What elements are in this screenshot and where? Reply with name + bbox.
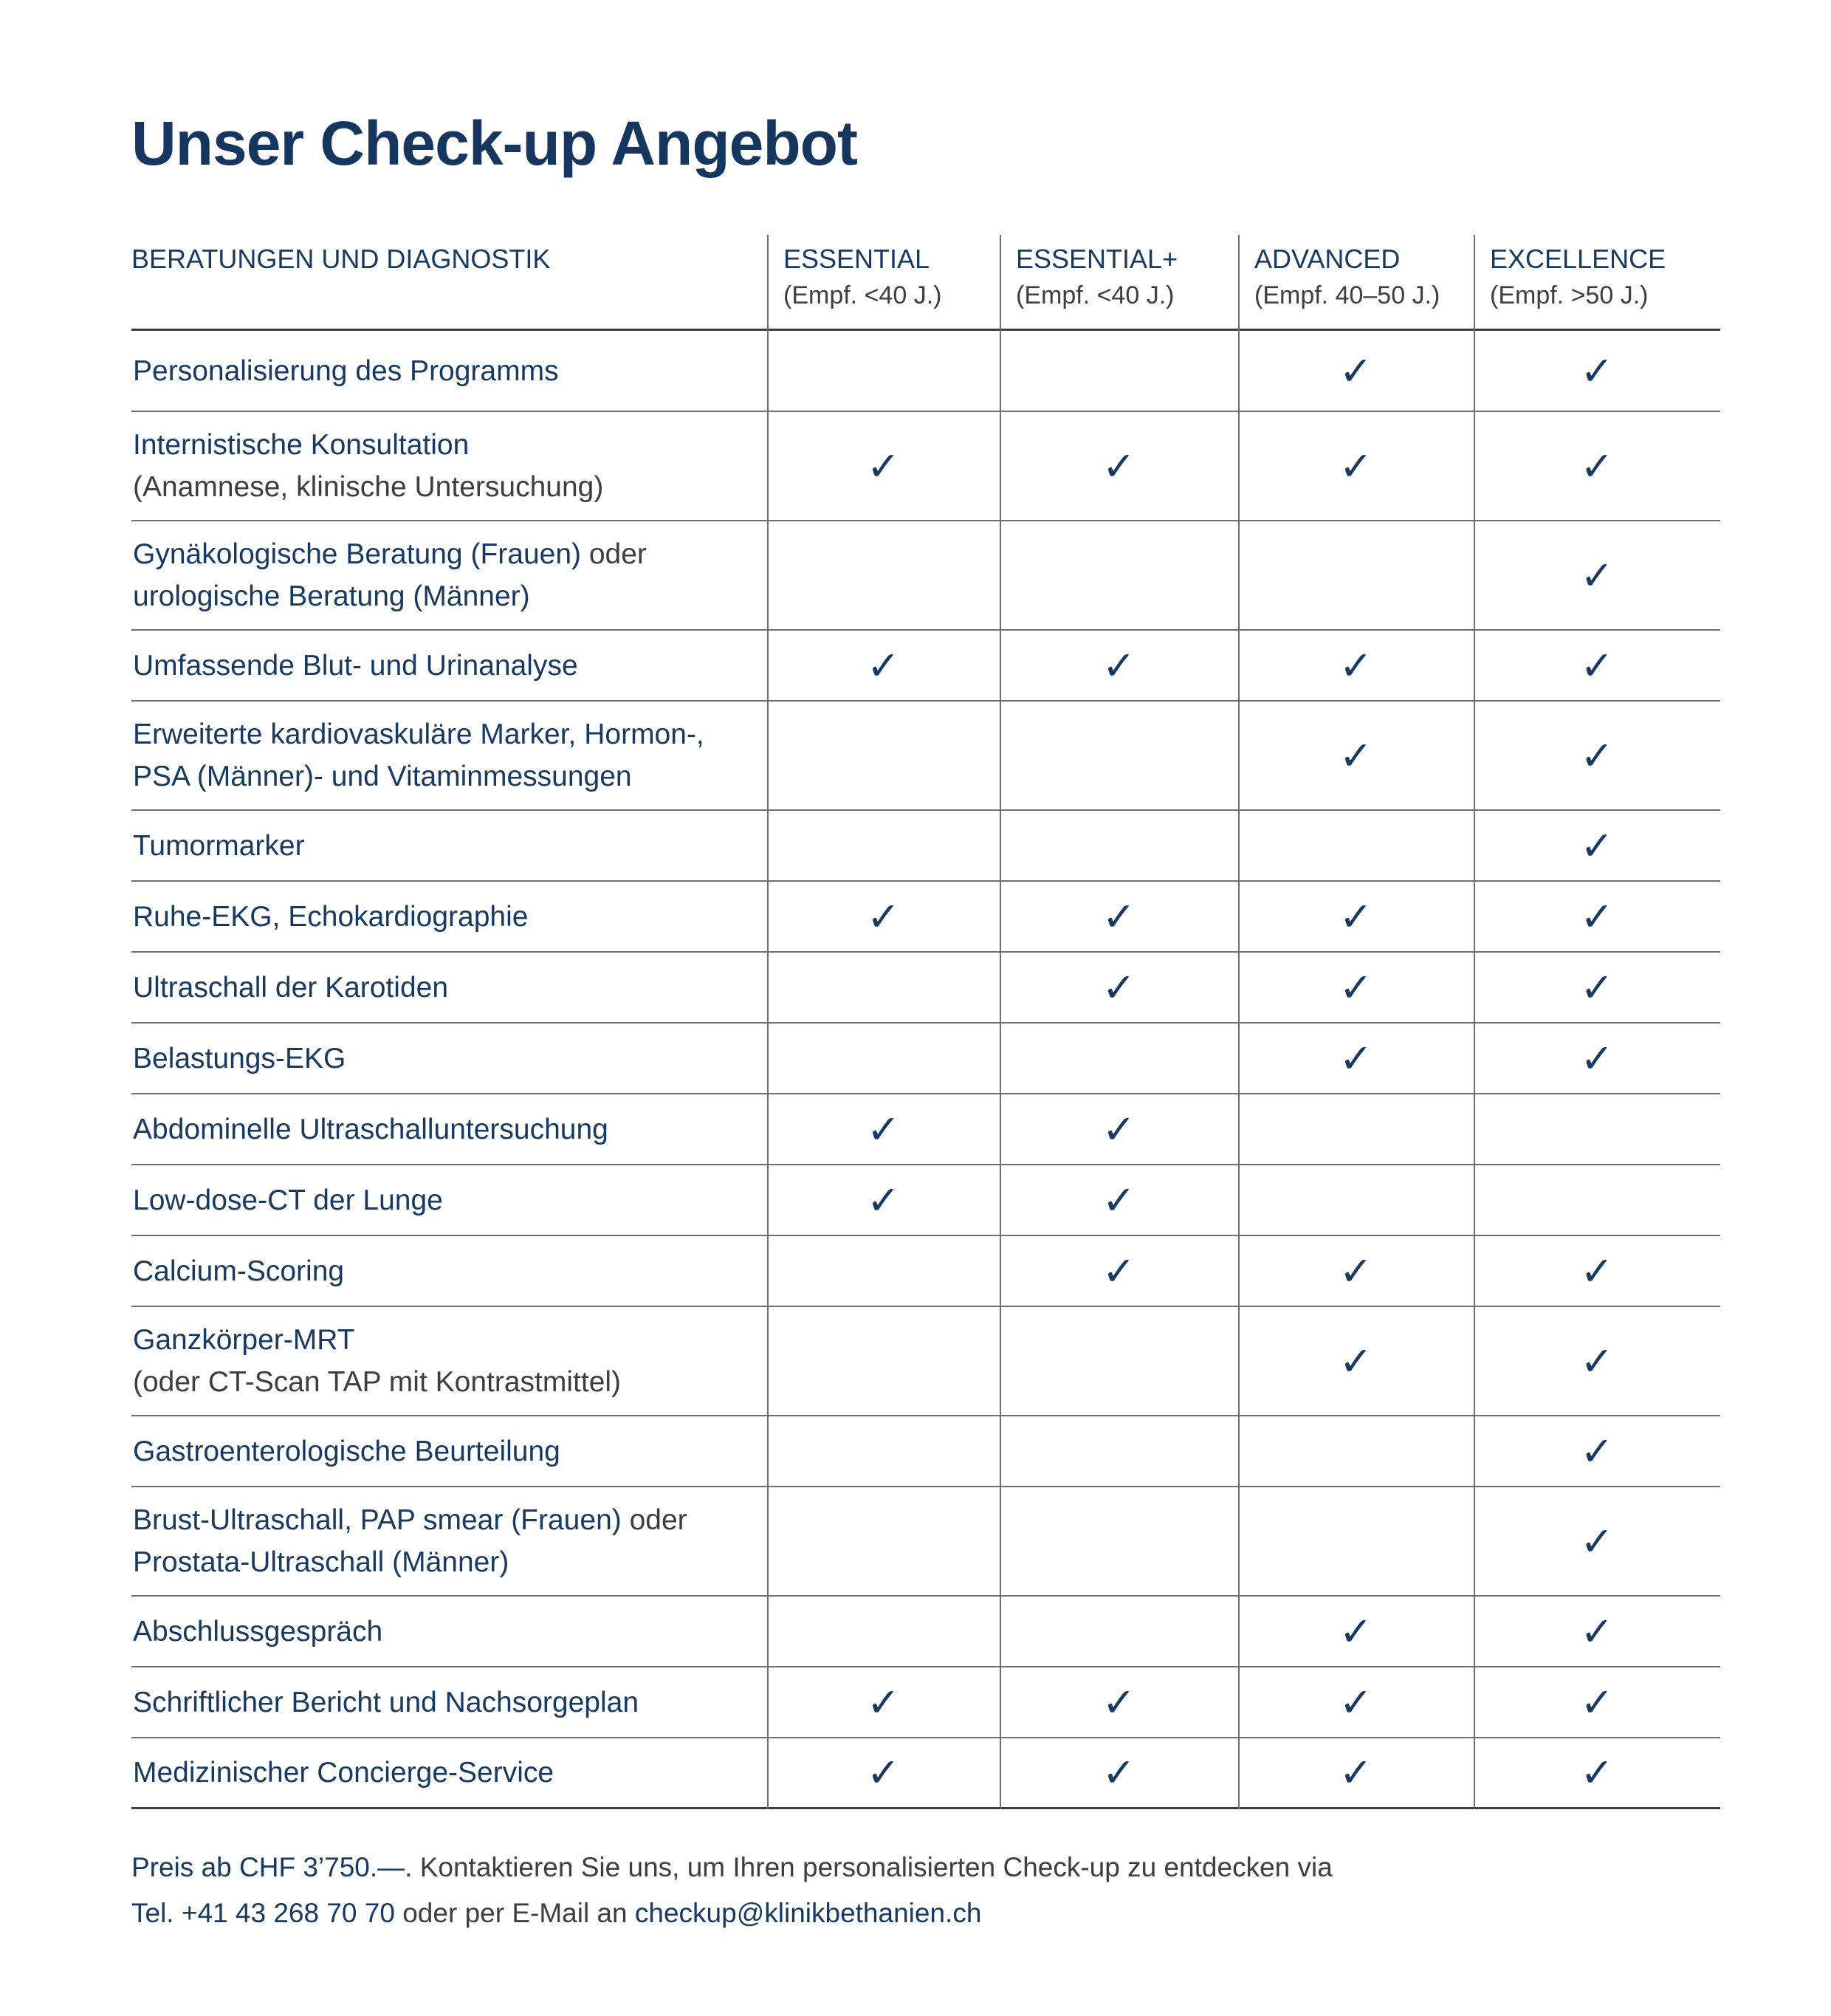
check-cell: ✓: [1339, 642, 1373, 689]
check-cell: ✓: [1580, 1337, 1614, 1385]
row-label: Tumormarker: [133, 829, 305, 862]
table-row-ganzkoerper-mrt: [131, 1307, 1720, 1416]
check-cell: ✓: [866, 1105, 901, 1153]
check-cell: ✓: [866, 1749, 901, 1796]
row-label: Medizinischer Concierge-Service: [133, 1757, 554, 1789]
row-label: Umfassende Blut- und Urinanalyse: [133, 649, 578, 682]
check-cell: ✓: [866, 1679, 901, 1726]
checkup-comparison-table: [131, 235, 1720, 1809]
check-cell: ✓: [1102, 1749, 1136, 1796]
check-cell: ✓: [866, 1176, 901, 1224]
check-cell: ✓: [1580, 1518, 1614, 1565]
check-cell: ✓: [1580, 1427, 1614, 1475]
check-cell: ✓: [1339, 964, 1373, 1011]
footer-line-contact: [131, 1890, 1333, 1936]
check-cell: ✓: [1102, 642, 1136, 689]
check-cell: ✓: [1580, 1679, 1614, 1726]
row-label: Calcium-Scoring: [133, 1255, 345, 1287]
row-label: Ruhe-EKG, Echokardiographie: [133, 900, 529, 933]
column-age-hint: (Empf. >50 J.): [1490, 281, 1649, 309]
table-row-gynaekologische-beratung: [131, 521, 1720, 631]
check-cell: ✓: [1580, 1247, 1614, 1295]
check-cell: ✓: [1339, 1608, 1373, 1655]
column-age-hint: (Empf. 40–50 J.): [1254, 281, 1440, 309]
check-cell: ✓: [866, 893, 901, 940]
check-cell: ✓: [1339, 347, 1373, 394]
table-row-ruhe-ekg: [131, 882, 1720, 953]
column-header-essential-plus: [1000, 235, 1238, 329]
table-row-kardiovaskulaere-marker: [131, 702, 1720, 811]
check-cell: ✓: [1102, 442, 1136, 490]
check-cell: ✓: [1580, 732, 1614, 779]
table-row-personalisierung: [131, 331, 1720, 412]
row-label: Ganzkörper-MRT (oder CT-Scan TAP mit Kontrastmittel): [133, 1324, 622, 1398]
contact-invitation-text: Kontaktieren Sie uns, um Ihren personalisierten Check-up zu entdecken via: [412, 1852, 1333, 1882]
check-cell: ✓: [1580, 1035, 1614, 1082]
column-age-hint: (Empf. <40 J.): [783, 281, 942, 309]
table-row-gastroenterologische-beurteilung: [131, 1416, 1720, 1487]
check-cell: ✓: [1339, 1679, 1373, 1726]
check-cell: ✓: [1580, 442, 1614, 490]
table-row-brust-ultraschall: [131, 1487, 1720, 1597]
check-cell: ✓: [866, 442, 901, 490]
check-cell: ✓: [866, 642, 901, 689]
table-row-abschlussgespraech: [131, 1597, 1720, 1667]
row-label: Personalisierung des Programms: [133, 354, 559, 387]
footer-line-price: [131, 1845, 1333, 1890]
check-cell: ✓: [1339, 1247, 1373, 1295]
row-label: Abschlussgespräch: [133, 1615, 383, 1648]
row-label: Brust-Ultraschall, PAP smear (Frauen) oder Prostata-Ultraschall (Männer): [133, 1504, 687, 1578]
check-cell: ✓: [1580, 822, 1614, 869]
table-row-low-dose-ct: [131, 1165, 1720, 1236]
check-cell: ✓: [1102, 964, 1136, 1011]
row-label: Schriftlicher Bericht und Nachsorgeplan: [133, 1686, 639, 1718]
table-row-schriftlicher-bericht: [131, 1667, 1720, 1738]
check-cell: ✓: [1580, 1608, 1614, 1655]
table-row-blut-urinanalyse: [131, 631, 1720, 702]
row-label: Gastroenterologische Beurteilung: [133, 1435, 560, 1467]
column-name: ESSENTIAL: [783, 244, 930, 274]
check-cell: ✓: [1339, 1749, 1373, 1796]
table-row-calcium-scoring: [131, 1236, 1720, 1307]
check-cell: ✓: [1339, 1035, 1373, 1082]
phone-number: Tel. +41 43 268 70 70: [131, 1898, 395, 1928]
check-cell: ✓: [1102, 1679, 1136, 1726]
check-cell: ✓: [1580, 552, 1614, 599]
column-name: ESSENTIAL+: [1016, 244, 1178, 274]
check-cell: ✓: [1580, 964, 1614, 1011]
table-row-internistische-konsultation: [131, 412, 1720, 521]
column-header-essential: [767, 235, 1000, 329]
label-column-header: BERATUNGEN UND DIAGNOSTIK: [131, 244, 551, 274]
column-name: ADVANCED: [1254, 244, 1401, 274]
table-header-row: [131, 235, 1720, 331]
email-link[interactable]: checkup@klinikbethanien.ch: [634, 1898, 982, 1928]
row-label: Erweiterte kardiovaskuläre Marker, Hormon-, PSA (Männer)- und Vitaminmessungen: [133, 719, 704, 792]
column-divider: [1474, 235, 1475, 1809]
row-label: Internistische Konsultation (Anamnese, klinische Untersuchung): [133, 429, 604, 503]
email-intro-text: oder per E-Mail an: [394, 1898, 635, 1928]
check-cell: ✓: [1580, 642, 1614, 689]
check-cell: ✓: [1339, 732, 1373, 779]
column-divider: [1238, 235, 1240, 1809]
column-header-excellence: [1474, 235, 1720, 329]
check-cell: ✓: [1580, 347, 1614, 394]
check-cell: ✓: [1339, 893, 1373, 940]
price-text: Preis ab CHF 3’750.—.: [131, 1852, 413, 1882]
row-label: Abdominelle Ultraschalluntersuchung: [133, 1113, 608, 1145]
check-cell: ✓: [1102, 1105, 1136, 1153]
row-label: Belastungs-EKG: [133, 1042, 346, 1074]
table-row-abdominelle-ultraschall: [131, 1094, 1720, 1165]
check-cell: ✓: [1339, 1337, 1373, 1385]
check-cell: ✓: [1102, 1247, 1136, 1295]
column-divider: [767, 235, 769, 1809]
check-cell: ✓: [1580, 1749, 1614, 1796]
table-row-ultraschall-karotiden: [131, 953, 1720, 1024]
row-label: Ultraschall der Karotiden: [133, 971, 449, 1004]
row-label: Gynäkologische Beratung (Frauen) oder urologische Beratung (Männer): [133, 538, 647, 612]
check-cell: ✓: [1102, 893, 1136, 940]
column-header-advanced: [1238, 235, 1474, 329]
column-name: EXCELLENCE: [1490, 244, 1666, 274]
table-row-tumormarker: [131, 811, 1720, 882]
table-row-belastungs-ekg: [131, 1024, 1720, 1094]
row-label: Low-dose-CT der Lunge: [133, 1184, 443, 1216]
check-cell: ✓: [1102, 1176, 1136, 1224]
column-divider: [1000, 235, 1001, 1809]
contact-footer: [131, 1845, 1333, 1936]
check-cell: ✓: [1339, 442, 1373, 490]
table-row-concierge-service: [131, 1738, 1720, 1809]
column-age-hint: (Empf. <40 J.): [1016, 281, 1175, 309]
page-title: Unser Check-up Angebot: [131, 109, 857, 178]
check-cell: ✓: [1580, 893, 1614, 940]
